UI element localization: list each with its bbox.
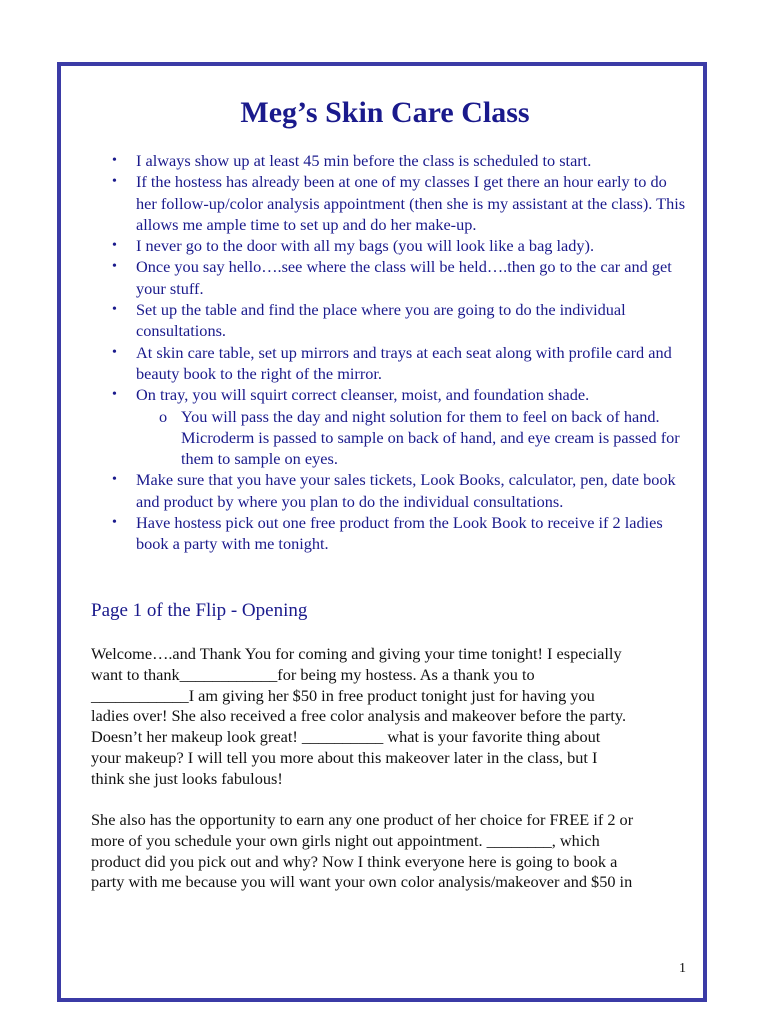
list-item [91,235,691,256]
paragraph-line: ____________I am giving her $50 in free product tonight just for having you [91,685,595,705]
section-heading: Page 1 of the Flip - Opening [91,600,308,621]
list-item-text: If the hostess has already been at one of my classes I get there an hour early to do her follow-up/color analysis appointment (then she is my assistant at the class). This allows me ample time to set up and do her make-up. [136,172,686,234]
list-item-text: At skin care table, set up mirrors and trays at each seat along with profile card and beauty book to the right of the mirror. [136,342,672,383]
list-item-text: On tray, you will squirt correct cleanser, moist, and foundation shade. [136,385,590,405]
sub-list-item [136,406,691,470]
paragraph-line: ladies over! She also received a free color analysis and makeover before the party. [91,706,627,726]
paragraph-line: Welcome….and Thank You for coming and giving your time tonight! I especially [91,644,622,663]
list-item-text: Once you say hello….see where the class will be held….then go to the car and get your stuff. [136,257,672,298]
list-item-text: I always show up at least 45 min before the class is scheduled to start. [136,151,592,170]
opening-paragraph [91,644,691,790]
bullet-marker: • [112,174,117,190]
hostess-reward-paragraph [91,810,691,893]
list-item [91,171,691,235]
list-item [91,256,691,299]
paragraph-line: more of you schedule your own girls night out appointment. ________, which [91,830,600,850]
list-item [91,384,691,469]
list-item [91,342,691,385]
sub-list [136,406,691,470]
bullet-marker: • [112,472,117,488]
sub-bullet-marker: o [159,406,168,426]
list-item [91,512,691,555]
document-title: Meg’s Skin Care Class [240,96,530,129]
bullet-marker: • [112,259,117,275]
paragraph-line: Doesn’t her makeup look great! __________ what is your favorite thing about [91,727,601,747]
bullet-marker: • [112,302,117,318]
paragraph-line: She also has the opportunity to earn any one product of her choice for FREE if 2 or [91,810,634,829]
bullet-marker: • [112,153,117,168]
list-item [91,469,691,512]
paragraph-line: product did you pick out and why? Now I think everyone here is going to book a [91,851,618,871]
setup-checklist [91,150,691,555]
list-item-text: I never go to the door with all my bags (you will look like a bag lady). [136,236,595,256]
paragraph-line: party with me because you will want your own color analysis/makeover and $50 in [91,872,633,892]
list-item-text: Have hostess pick out one free product from the Look Book to receive if 2 ladies book a party with me tonight. [136,513,663,554]
list-item-text: Make sure that you have your sales tickets, Look Books, calculator, pen, date book and product by where you plan to do the individual consultations. [136,470,676,511]
list-item-text: Set up the table and find the place where you are going to do the individual consultations. [136,300,626,341]
page-number: 1 [679,961,686,976]
sub-list-item-text: You will pass the day and night solution for them to feel on back of hand. Microderm is passed to sample on back of hand, and eye cream is passed for them to sample on eyes. [181,406,680,469]
paragraph-line: think she just looks fabulous! [91,768,283,788]
paragraph-line: want to thank____________for being my hostess. As a thank you to [91,664,535,684]
bullet-marker: • [112,387,117,403]
list-item [91,299,691,342]
list-item [91,150,691,171]
bullet-marker: • [112,515,117,531]
paragraph-line: your makeup? I will tell you more about this makeover later in the class, but I [91,747,598,767]
bullet-marker: • [112,238,117,254]
bullet-marker: • [112,344,117,360]
